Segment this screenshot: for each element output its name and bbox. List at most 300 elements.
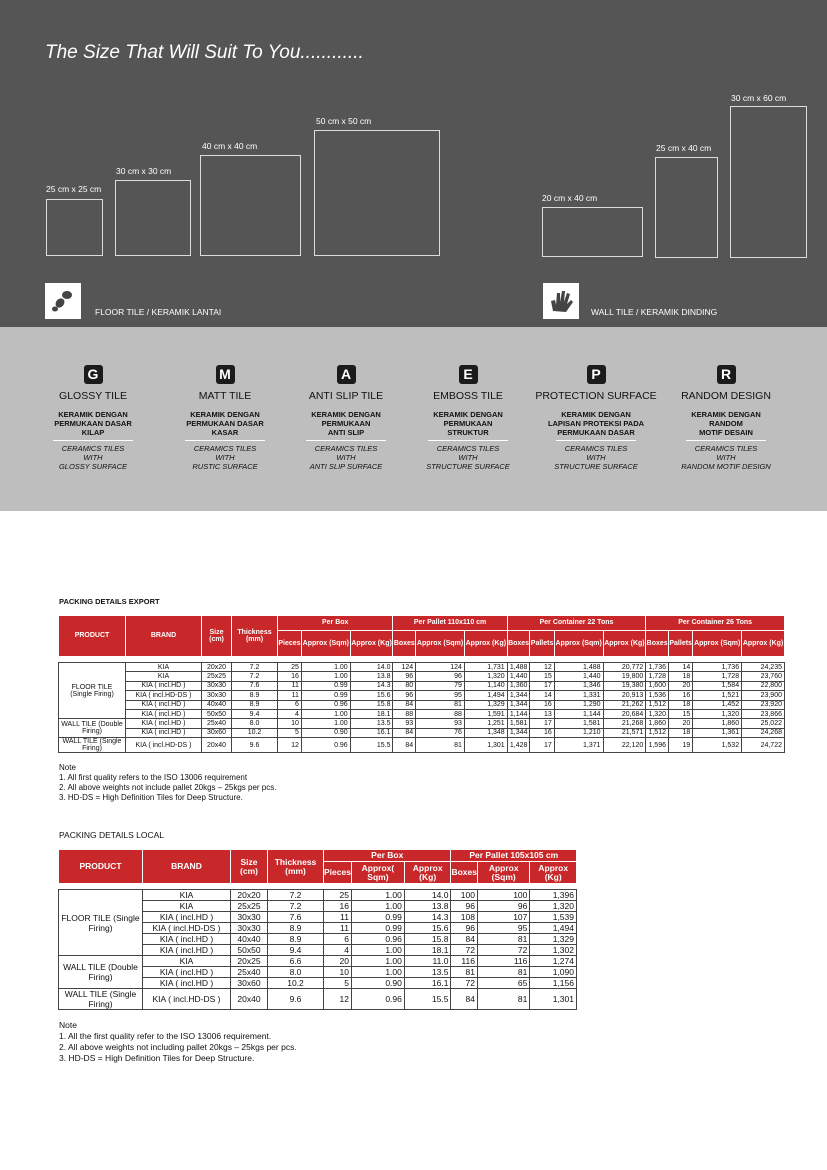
local-notes: Note 1. All the first quality refer to the ISO 13006 requirement. 2. All above weights not including pallet 20kgs – 25kgs per pcs. 3. HD-DS = High Definition Tiles for Deep Structure. [59,1020,297,1063]
table-cell: 79 [416,681,465,690]
table-cell: 116 [477,956,529,967]
feature-name: PROTECTION SURFACE [535,390,657,402]
table-cell: 14.0 [350,663,393,672]
table-cell: 18.1 [350,709,393,718]
export-packing-table [58,615,785,753]
table-cell: 7.2 [232,672,278,681]
header-per-box: Per Box [278,616,393,631]
feature-desc-en: CERAMICS TILES WITH ANTI SLIP SURFACE [309,444,383,471]
table-cell: 1,596 [646,738,669,753]
table-cell: 0.90 [301,728,350,737]
table-cell: 20,684 [603,709,646,718]
table-cell: 23,920 [742,700,785,709]
feature-matt [160,365,290,471]
table-cell: 1,344 [507,700,530,709]
feature-name: MATT TILE [198,390,252,402]
feature-desc-en: CERAMICS TILES WITH GLOSSY SURFACE [58,444,128,471]
table-cell: 14 [669,663,693,672]
table-cell: 84 [393,700,416,709]
table-cell: 72 [451,978,478,989]
table-cell: 1,860 [693,719,742,728]
product-cell: FLOOR TILE (Single Firing) [59,663,126,719]
table-row [59,989,577,1010]
table-cell: 1.00 [351,967,404,978]
feature-name: ANTI SLIP TILE [308,390,384,402]
table-cell: 1,600 [646,681,669,690]
table-cell: 25x25 [202,672,232,681]
table-cell: 16 [530,728,554,737]
header-per-box: Per Box [324,850,451,862]
table-cell: 100 [451,890,478,901]
table-cell: 15 [669,709,693,718]
table-cell: 65 [477,978,529,989]
export-section-title: PACKING DETAILS EXPORT [59,597,160,606]
table-cell: 18.1 [404,945,451,956]
table-cell: 10.2 [268,978,324,989]
table-cell: 8.9 [268,923,324,934]
table-cell: 1,274 [530,956,577,967]
table-cell: 15.8 [404,934,451,945]
tile-size-box [314,130,440,256]
table-cell: KIA [126,672,202,681]
feature-desc-en: CERAMICS TILES WITH RANDOM MOTIF DESIGN [681,444,771,471]
table-cell: 24,268 [742,728,785,737]
feature-desc-en: CERAMICS TILES WITH RUSTIC SURFACE [192,444,258,471]
table-cell: 8.0 [232,719,278,728]
table-cell: 1,144 [554,709,603,718]
header-size: Size (cm) [202,616,232,657]
feature-divider [185,440,265,441]
table-cell: 1,331 [554,691,603,700]
table-row [59,719,785,728]
header-approx-sqm: Approx (Sqm) [416,631,465,657]
header-approx-kg: Approx (Kg) [404,862,451,884]
header-boxes: Boxes [646,631,669,657]
table-cell: 1,396 [530,890,577,901]
table-cell: 7.2 [268,890,324,901]
table-cell: 24,235 [742,663,785,672]
feature-desc-id: KERAMIK DENGAN PERMUKAAN STRUKTUR [433,410,503,437]
table-cell: 1,320 [530,901,577,912]
table-cell: 1,440 [554,672,603,681]
table-cell: 7.6 [268,912,324,923]
table-cell: 30x30 [231,912,268,923]
table-cell: 93 [393,719,416,728]
table-cell: 14 [530,691,554,700]
header-approx-sqm: Approx (Sqm) [693,631,742,657]
table-cell: 1,301 [530,989,577,1010]
table-cell: KIA ( incl.HD ) [143,967,231,978]
table-cell: 5 [278,728,302,737]
table-cell: 124 [393,663,416,672]
table-cell: 13.5 [350,719,393,728]
table-cell: 20 [669,719,693,728]
table-cell: 1,301 [464,738,507,753]
header-product: PRODUCT [59,616,126,657]
table-cell: 11.0 [404,956,451,967]
table-cell: 1,581 [507,719,530,728]
product-cell: FLOOR TILE (Single Firing) [59,890,143,956]
table-cell: 1,329 [464,700,507,709]
table-row [59,890,577,901]
tile-size-box [730,106,807,258]
table-cell: 1,344 [507,691,530,700]
feature-letter-badge: R [717,365,736,384]
table-cell: 20,913 [603,691,646,700]
table-cell: 9.6 [268,989,324,1010]
wall-tile-label: WALL TILE / KERAMIK DINDING [591,307,718,317]
header-approx-sqm: Approx (Sqm) [554,631,603,657]
floor-tile-label: FLOOR TILE / KERAMIK LANTAI [95,307,222,317]
table-cell: 17 [530,681,554,690]
table-cell: 81 [451,967,478,978]
header-per-pallet: Per Pallet 105x105 cm [451,850,577,862]
tile-size-label: 20 cm x 40 cm [542,193,598,203]
feature-name: EMBOSS TILE [433,390,503,402]
table-row [59,691,785,700]
hand-icon [543,283,579,319]
header-thickness: Thickness (mm) [232,616,278,657]
tile-size-box [542,207,643,257]
feature-divider [53,440,133,441]
table-cell: 14.3 [350,681,393,690]
table-cell: KIA ( incl.HD ) [126,709,202,718]
table-cell: 96 [451,923,478,934]
table-cell: 95 [416,691,465,700]
table-cell: 80 [393,681,416,690]
table-cell: 124 [416,663,465,672]
header-pieces: Pieces [278,631,302,657]
feature-divider [686,440,766,441]
table-cell: 21,268 [603,719,646,728]
table-cell: 84 [451,989,478,1010]
table-row [59,681,785,690]
table-cell: 18 [669,700,693,709]
table-cell: 96 [416,672,465,681]
table-row [59,700,785,709]
table-cell: 1,488 [554,663,603,672]
table-cell: 15.5 [404,989,451,1010]
table-cell: 1,860 [646,719,669,728]
table-cell: 19,380 [603,681,646,690]
table-cell: 12 [530,663,554,672]
table-cell: 21,571 [603,728,646,737]
table-cell: 72 [477,945,529,956]
table-cell: 13.8 [404,901,451,912]
table-row [59,709,785,718]
table-row [59,728,785,737]
header-approx-kg: Approx (Kg) [350,631,393,657]
header-pallets: Pallets [530,631,554,657]
header-approx-kg: Approx (Kg) [464,631,507,657]
table-cell: 1,584 [693,681,742,690]
header-per-container-22: Per Container 22 Tons [507,616,646,631]
feature-desc-id: KERAMIK DENGAN PERMUKAAN DASAR KASAR [186,410,264,437]
table-cell: 1,494 [530,923,577,934]
feature-desc-id: KERAMIK DENGAN PERMUKAAN DASAR KILAP [54,410,132,437]
table-cell: 30x30 [202,691,232,700]
table-cell: 0.99 [301,681,350,690]
table-cell: 0.96 [301,700,350,709]
header-size: Size (cm) [231,850,268,884]
table-cell: 1,320 [693,709,742,718]
table-cell: 30x60 [202,728,232,737]
table-cell: 84 [393,738,416,753]
table-cell: 1.00 [301,663,350,672]
table-cell: 11 [324,912,352,923]
table-cell: 96 [451,901,478,912]
table-cell: 1,488 [507,663,530,672]
header-per-pallet: Per Pallet 110x110 cm [393,616,507,631]
table-cell: KIA ( incl.HD ) [143,934,231,945]
table-cell: 1,144 [507,709,530,718]
tile-size-label: 40 cm x 40 cm [202,141,258,151]
header-approx-sqm: Approx (Sqm) [301,631,350,657]
feature-desc-en: CERAMICS TILES WITH STRUCTURE SURFACE [426,444,510,471]
tile-size-box [46,199,103,256]
feature-divider [428,440,508,441]
table-cell: 17 [530,738,554,753]
table-cell: 1,731 [464,663,507,672]
table-cell: KIA [143,956,231,967]
table-cell: 81 [416,738,465,753]
table-cell: 30x30 [202,681,232,690]
tile-size-box [655,157,718,258]
tile-size-box [115,180,191,256]
feature-letter-badge: E [459,365,478,384]
header-approx-sqm: Approx( Sqm) [351,862,404,884]
table-cell: 16.1 [350,728,393,737]
table-cell: 96 [393,672,416,681]
table-cell: 1.00 [301,709,350,718]
table-cell: 1,210 [554,728,603,737]
table-cell: 96 [393,691,416,700]
feature-letter-badge: M [216,365,235,384]
table-cell: 10.2 [232,728,278,737]
table-cell: 12 [324,989,352,1010]
export-notes: Note 1. All first quality refers to the ISO 13006 requirement 2. All above weights not include pallet 20kgs – 25kgs per pcs. 3. HD-DS = High Definition Tiles for Deep Structure. [59,763,277,802]
feature-desc-en: CERAMICS TILES WITH STRUCTURE SURFACE [554,444,638,471]
table-cell: 11 [278,691,302,700]
table-cell: 15.6 [350,691,393,700]
table-cell: 0.90 [351,978,404,989]
table-cell: 4 [278,709,302,718]
table-cell: 14.3 [404,912,451,923]
table-cell: 1.00 [351,901,404,912]
table-cell: 23,866 [742,709,785,718]
table-cell: 81 [477,934,529,945]
table-cell: 1,156 [530,978,577,989]
table-cell: 1,348 [464,728,507,737]
table-cell: 9.4 [232,709,278,718]
table-cell: 5 [324,978,352,989]
table-cell: 15 [530,672,554,681]
table-cell: 0.96 [351,934,404,945]
header-approx-kg: Approx (Kg) [603,631,646,657]
table-cell: 25x25 [231,901,268,912]
header-brand: BRAND [143,850,231,884]
table-cell: 11 [324,923,352,934]
feature-letter-badge: A [337,365,356,384]
table-cell: 1,360 [507,681,530,690]
table-cell: 20x40 [202,738,232,753]
product-cell: WALL TILE (Double Firing) [59,719,126,738]
table-cell: KIA [143,901,231,912]
table-cell: 8.0 [268,967,324,978]
table-cell: 25x40 [202,719,232,728]
table-cell: 18 [669,672,693,681]
table-cell: 0.99 [301,691,350,700]
feature-anti-slip [281,365,411,471]
header-boxes: Boxes [451,862,478,884]
header-product: PRODUCT [59,850,143,884]
table-cell: 84 [451,934,478,945]
tile-size-box [200,155,301,256]
hero-banner [0,0,827,327]
table-cell: 19,800 [603,672,646,681]
feature-glossy [28,365,158,471]
local-section-title: PACKING DETAILS LOCAL [59,830,165,840]
header-boxes: Boxes [393,631,416,657]
table-cell: 88 [393,709,416,718]
table-cell: 25x40 [231,967,268,978]
table-cell: KIA [126,663,202,672]
table-cell: 30x30 [231,923,268,934]
table-cell: 1,539 [530,912,577,923]
table-cell: 1.00 [351,945,404,956]
table-cell: 88 [416,709,465,718]
table-cell: KIA ( incl.HD-DS ) [143,923,231,934]
table-cell: 10 [324,967,352,978]
table-cell: 108 [451,912,478,923]
table-cell: 81 [416,700,465,709]
table-cell: 25 [324,890,352,901]
table-cell: 1.00 [301,719,350,728]
table-cell: 40x40 [202,700,232,709]
table-cell: 1,329 [530,934,577,945]
table-cell: 13.8 [350,672,393,681]
table-cell: 20 [669,681,693,690]
table-cell: 81 [477,967,529,978]
table-cell: 13.5 [404,967,451,978]
table-cell: KIA ( incl.HD-DS ) [126,691,202,700]
table-cell: 96 [477,901,529,912]
header-per-container-26: Per Container 26 Tons [646,616,785,631]
table-cell: 18 [669,728,693,737]
table-cell: 1,581 [554,719,603,728]
table-cell: 0.96 [301,738,350,753]
feature-protection [531,365,661,471]
table-cell: 16 [530,700,554,709]
table-cell: 1,090 [530,967,577,978]
table-cell: 93 [416,719,465,728]
product-cell: WALL TILE (Single Firing) [59,989,143,1010]
table-cell: 1,736 [693,663,742,672]
table-cell: 95 [477,923,529,934]
feature-divider [306,440,386,441]
table-cell: KIA ( incl.HD ) [143,945,231,956]
table-cell: 16 [669,691,693,700]
table-cell: 15.8 [350,700,393,709]
table-cell: 1,320 [646,709,669,718]
table-cell: 20 [324,956,352,967]
table-cell: 84 [393,728,416,737]
table-row [59,738,785,753]
table-cell: KIA [143,890,231,901]
table-cell: 1,512 [646,700,669,709]
table-cell: 1,536 [646,691,669,700]
table-cell: 1,440 [507,672,530,681]
header-approx-sqm: Approx (Sqm) [477,862,529,884]
table-cell: 20,772 [603,663,646,672]
table-row [59,672,785,681]
table-cell: 1,302 [530,945,577,956]
table-cell: 13 [530,709,554,718]
header-approx-kg: Approx (Kg) [742,631,785,657]
table-cell: 81 [477,989,529,1010]
table-cell: 16 [278,672,302,681]
table-cell: 0.99 [351,912,404,923]
table-cell: 1,512 [646,728,669,737]
table-cell: 4 [324,945,352,956]
table-cell: 1.00 [301,672,350,681]
table-cell: 100 [477,890,529,901]
feature-desc-id: KERAMIK DENGAN LAPISAN PROTEKSI PADA PERMUKAAN DASAR [547,410,645,437]
feature-name: RANDOM DESIGN [681,390,771,402]
table-cell: 8.9 [268,934,324,945]
table-cell: 19 [669,738,693,753]
table-cell: KIA ( incl.HD ) [143,912,231,923]
feature-desc-id: KERAMIK DENGAN PERMUKAAN ANTI SLIP [311,410,381,437]
table-cell: 1,361 [693,728,742,737]
feature-name: GLOSSY TILE [59,390,127,402]
table-cell: 22,800 [742,681,785,690]
header-approx-kg: Approx (Kg) [530,862,577,884]
table-cell: 50x50 [202,709,232,718]
table-cell: 1,591 [464,709,507,718]
header-pieces: Pieces [324,862,352,884]
table-cell: 50x50 [231,945,268,956]
table-cell: 1,320 [464,672,507,681]
table-cell: 16.1 [404,978,451,989]
table-cell: 107 [477,912,529,923]
table-cell: 21,262 [603,700,646,709]
feature-divider [556,440,636,441]
table-cell: 17 [530,719,554,728]
table-cell: 1,521 [693,691,742,700]
table-cell: 23,760 [742,672,785,681]
table-cell: 1,428 [507,738,530,753]
table-cell: 1,346 [554,681,603,690]
table-cell: KIA ( incl.HD ) [126,719,202,728]
table-cell: 20x40 [231,989,268,1010]
table-cell: 1,452 [693,700,742,709]
table-cell: 8.9 [232,691,278,700]
table-cell: 1,728 [646,672,669,681]
table-cell: 0.99 [351,923,404,934]
feature-random [661,365,791,471]
feature-emboss [403,365,533,471]
table-cell: 16 [324,901,352,912]
table-cell: 20x20 [231,890,268,901]
tile-size-label: 50 cm x 50 cm [316,116,372,126]
table-row [59,956,577,967]
table-cell: 20x20 [202,663,232,672]
table-cell: 9.6 [232,738,278,753]
hero-title: The Size That Will Suit To You............ [45,42,364,63]
table-cell: 10 [278,719,302,728]
table-cell: 6 [278,700,302,709]
